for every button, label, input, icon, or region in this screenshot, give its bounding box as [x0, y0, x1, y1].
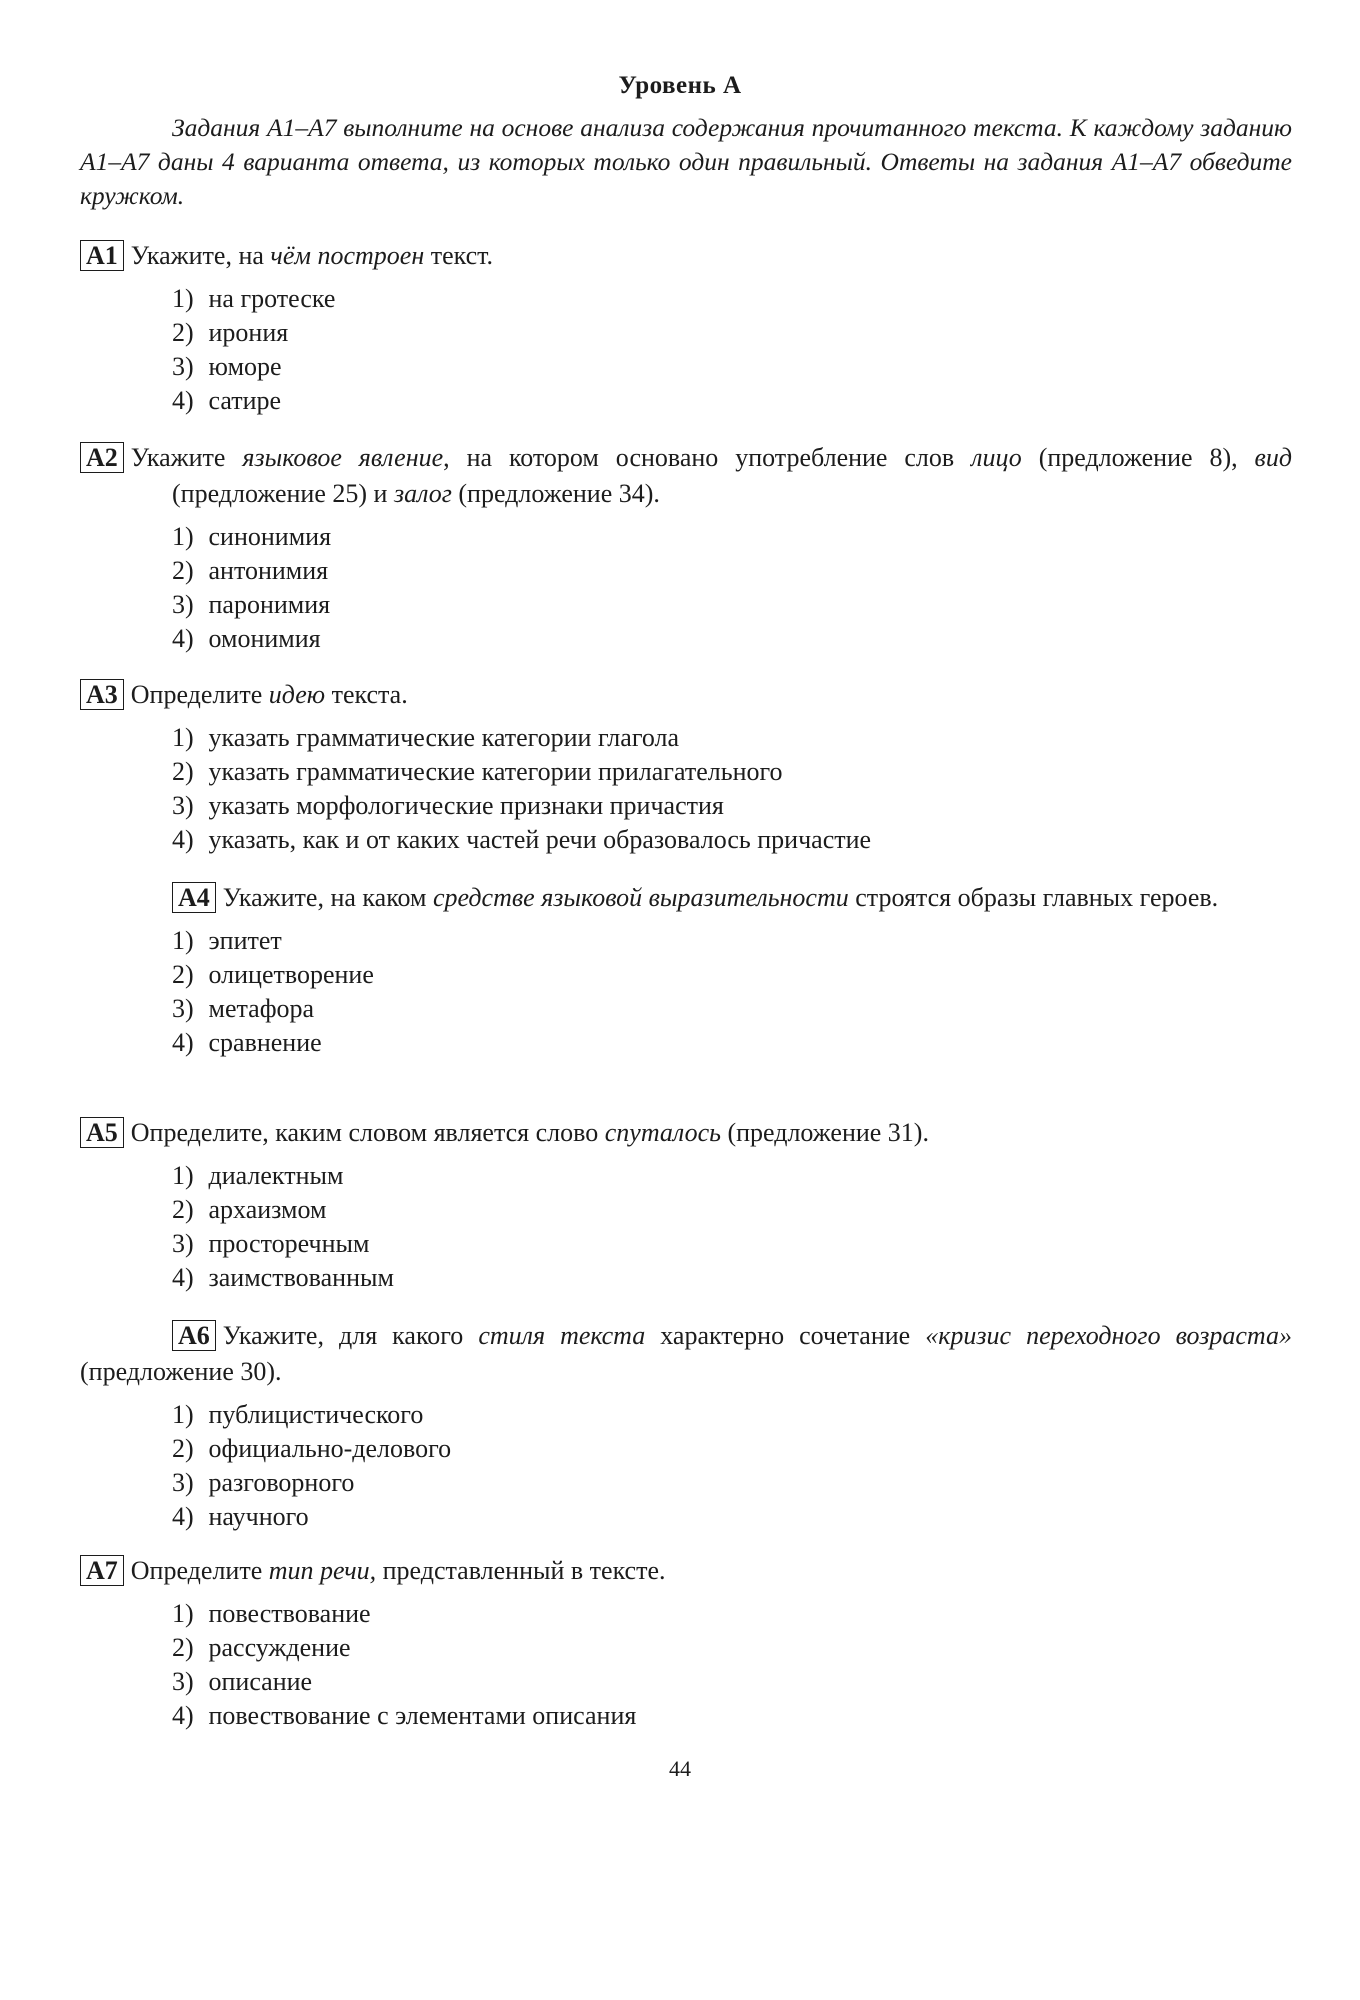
answer-option[interactable] [172, 316, 1292, 350]
prompt-emphasis: чём построен [270, 241, 425, 270]
answer-option[interactable] [172, 1227, 1292, 1261]
option-number: 3) [172, 352, 194, 381]
option-number: 1) [172, 284, 194, 313]
task-prompt [80, 238, 1292, 274]
task-a5 [80, 1115, 1292, 1295]
option-number: 3) [172, 791, 194, 820]
prompt-text: (предложение 30). [80, 1357, 282, 1386]
task-number-badge: A1 [80, 240, 124, 271]
option-number: 2) [172, 960, 194, 989]
answer-option[interactable] [172, 823, 1292, 857]
option-number: 1) [172, 1599, 194, 1628]
option-number: 2) [172, 1195, 194, 1224]
option-text: указать морфологические признаки причастия [202, 791, 724, 820]
task-a6 [80, 1318, 1292, 1534]
option-text: синонимия [202, 522, 332, 551]
option-text: метафора [202, 994, 315, 1023]
prompt-emphasis: стиля текста [478, 1321, 646, 1350]
task-prompt [80, 677, 1292, 713]
option-text: на гротеске [202, 284, 336, 313]
answer-options [172, 1159, 1292, 1295]
answer-option[interactable] [172, 1500, 1292, 1534]
task-number-badge: A7 [80, 1555, 124, 1586]
prompt-text: (предложение 8), [1021, 443, 1255, 472]
option-number: 2) [172, 318, 194, 347]
option-text: научного [202, 1502, 309, 1531]
prompt-text: (предложение 34). [451, 479, 660, 508]
option-number: 3) [172, 1229, 194, 1258]
answer-option[interactable] [172, 520, 1292, 554]
task-number-badge: A3 [80, 679, 124, 710]
option-number: 4) [172, 624, 194, 653]
answer-option[interactable] [172, 1631, 1292, 1665]
option-text: антонимия [202, 556, 329, 585]
answer-options [172, 1398, 1292, 1534]
task-prompt [80, 1553, 1292, 1589]
option-text: указать грамматические категории прилагательного [202, 757, 783, 786]
option-number: 2) [172, 1434, 194, 1463]
prompt-text: Определите [130, 1556, 269, 1585]
task-prompt [80, 880, 1292, 916]
answer-option[interactable] [172, 755, 1292, 789]
prompt-text: представленный в тексте. [376, 1556, 666, 1585]
option-text: повествование с элементами описания [202, 1701, 637, 1730]
answer-option[interactable] [172, 1665, 1292, 1699]
answer-option[interactable] [172, 384, 1292, 418]
task-a3 [80, 677, 1292, 857]
answer-option[interactable] [172, 1026, 1292, 1060]
task-prompt [80, 1115, 1292, 1151]
answer-option[interactable] [172, 554, 1292, 588]
answer-options [172, 282, 1292, 418]
option-number: 4) [172, 386, 194, 415]
answer-option[interactable] [172, 1466, 1292, 1500]
answer-option[interactable] [172, 992, 1292, 1026]
task-a7 [80, 1553, 1292, 1733]
option-text: повествование [202, 1599, 371, 1628]
task-prompt [80, 440, 1292, 512]
prompt-text: Укажите, на [130, 241, 271, 270]
answer-option[interactable] [172, 1193, 1292, 1227]
option-text: описание [202, 1667, 313, 1696]
option-text: сравнение [202, 1028, 322, 1057]
task-a1 [80, 238, 1292, 418]
answer-options [172, 1597, 1292, 1733]
option-number: 1) [172, 723, 194, 752]
option-text: диалектным [202, 1161, 344, 1190]
answer-option[interactable] [172, 282, 1292, 316]
answer-option[interactable] [172, 350, 1292, 384]
answer-option[interactable] [172, 1597, 1292, 1631]
answer-options [172, 721, 1292, 857]
answer-option[interactable] [172, 1159, 1292, 1193]
section-heading: Уровень А [618, 72, 742, 99]
option-number: 3) [172, 1667, 194, 1696]
answer-option[interactable] [172, 1261, 1292, 1295]
option-text: архаизмом [202, 1195, 327, 1224]
option-number: 4) [172, 1028, 194, 1057]
answer-option[interactable] [172, 789, 1292, 823]
option-number: 4) [172, 1263, 194, 1292]
answer-option[interactable] [172, 1699, 1292, 1733]
task-number-badge: A6 [172, 1320, 216, 1351]
option-number: 4) [172, 1701, 194, 1730]
option-number: 3) [172, 994, 194, 1023]
prompt-emphasis: спуталось [604, 1118, 721, 1147]
prompt-text: (предложение 25) и [172, 479, 394, 508]
prompt-emphasis: залог [393, 479, 452, 508]
option-number: 3) [172, 1468, 194, 1497]
prompt-text: Определите [130, 680, 269, 709]
option-number: 1) [172, 1400, 194, 1429]
option-text: омонимия [202, 624, 321, 653]
answer-option[interactable] [172, 1398, 1292, 1432]
instructions-text: Задания А1–А7 выполните на основе анализа содержания прочитанного текста. К каждому заданию А1–А7 даны 4 варианта ответа, из которых только один правильный. Ответы на задания А1–А7 обведите кружком. [80, 113, 1292, 210]
option-text: эпитет [202, 926, 282, 955]
task-a4 [80, 880, 1292, 1060]
task-number-badge: A2 [80, 442, 124, 473]
option-text: указать грамматические категории глагола [202, 723, 680, 752]
prompt-emphasis: языковое явление [242, 443, 444, 472]
prompt-text: строятся образы главных героев. [848, 883, 1219, 912]
option-number: 2) [172, 757, 194, 786]
prompt-emphasis: средстве языковой выразительности [432, 883, 849, 912]
prompt-text: характерно сочетание [645, 1321, 926, 1350]
option-text: указать, как и от каких частей речи образовалось причастие [202, 825, 872, 854]
prompt-emphasis: идею [268, 680, 326, 709]
option-number: 4) [172, 825, 194, 854]
answer-option[interactable] [172, 924, 1292, 958]
prompt-emphasis: лицо [971, 443, 1022, 472]
option-text: просторечным [202, 1229, 370, 1258]
option-number: 1) [172, 522, 194, 551]
option-text: сатире [202, 386, 282, 415]
prompt-text: текста. [325, 680, 408, 709]
prompt-emphasis: «кризис переходного возраста» [925, 1321, 1292, 1350]
task-prompt [80, 1318, 1292, 1390]
option-text: публицистического [202, 1400, 424, 1429]
answer-options [172, 520, 1292, 656]
prompt-text: , на котором основано употребление слов [443, 443, 972, 472]
option-number: 3) [172, 590, 194, 619]
answer-option[interactable] [172, 1432, 1292, 1466]
option-text: паронимия [202, 590, 331, 619]
option-number: 2) [172, 556, 194, 585]
option-number: 2) [172, 1633, 194, 1662]
answer-option[interactable] [172, 588, 1292, 622]
prompt-emphasis: тип речи, [268, 1556, 377, 1585]
task-number-badge: A5 [80, 1117, 124, 1148]
answer-option[interactable] [172, 958, 1292, 992]
prompt-text: Укажите, для какого [222, 1321, 479, 1350]
option-text: официально-делового [202, 1434, 452, 1463]
task-a2 [80, 440, 1292, 656]
option-text: разговорного [202, 1468, 355, 1497]
option-text: олицетворение [202, 960, 374, 989]
option-text: ирония [202, 318, 289, 347]
task-number-badge: A4 [172, 882, 216, 913]
prompt-text: Укажите, на каком [222, 883, 433, 912]
prompt-text: (предложение 31). [720, 1118, 929, 1147]
prompt-emphasis: вид [1254, 443, 1292, 472]
option-number: 1) [172, 926, 194, 955]
prompt-text: Укажите [130, 443, 243, 472]
prompt-text: текст. [424, 241, 494, 270]
option-text: заимствованным [202, 1263, 394, 1292]
option-number: 4) [172, 1502, 194, 1531]
answer-options [172, 924, 1292, 1060]
answer-option[interactable] [172, 721, 1292, 755]
option-number: 1) [172, 1161, 194, 1190]
prompt-text: Определите, каким словом является слово [130, 1118, 605, 1147]
option-text: рассуждение [202, 1633, 351, 1662]
answer-option[interactable] [172, 622, 1292, 656]
option-text: юморе [202, 352, 282, 381]
page-number: 44 [669, 1756, 691, 1781]
